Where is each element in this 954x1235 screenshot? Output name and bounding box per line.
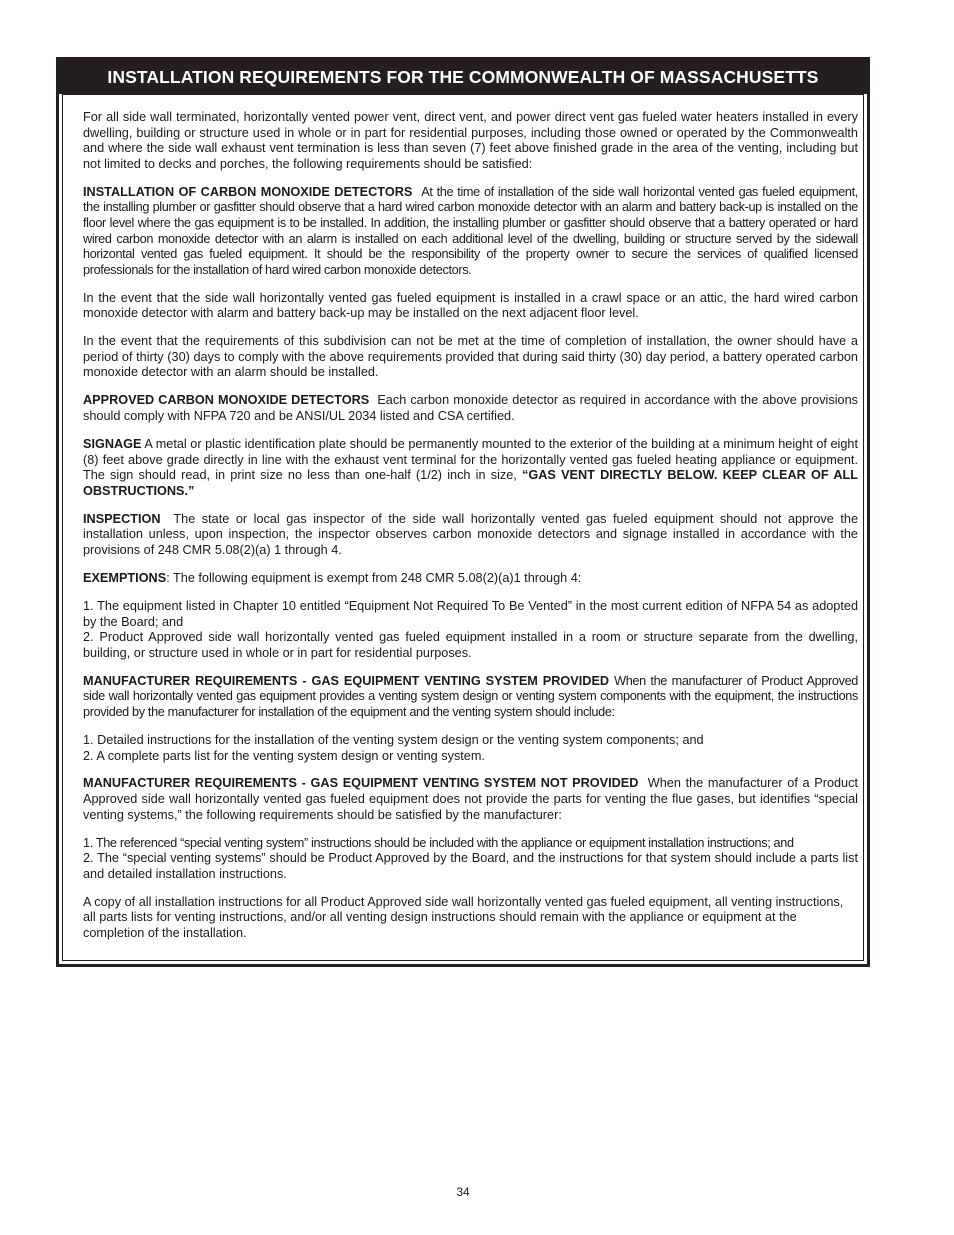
signage-text: A metal or plastic identification plate should be permanently mounted to the exterior of the building at a minimum height of eight (8) feet above grade directly in line with the exhaust vent terminal for the horizontally vented gas fueled heating appliance or equipment. The sign should read, in print size no less than one-half (1/2) inch in size, [83, 437, 858, 483]
mfr-provided-paragraph [83, 674, 858, 721]
inspection-paragraph [83, 512, 858, 559]
exemptions-text: : The following equipment is exempt from 248 CMR 5.08(2)(a)1 through 4: [166, 570, 582, 585]
mfr-provided-list [83, 733, 858, 764]
mfr-not-provided-list [83, 836, 858, 883]
signage-quote: “GAS VENT DIRECTLY BELOW. KEEP CLEAR OF ALL OBSTRUCTIONS.” [83, 468, 858, 498]
exemptions-paragraph [83, 571, 858, 587]
mfr-provided-text: When the manufacturer of Product Approved side wall horizontally vented gas equipment provides a venting system design or venting system components with the equipment, the instructions provided by the manufacturer for installation of the equipment and the venting system should include: [83, 673, 858, 719]
crawl-space-paragraph: In the event that the side wall horizontally vented gas fueled equipment is installed in a crawl space or an attic, the hard wired carbon monoxide detector with alarm and battery back-up may be installed on the next adjacent floor level. [83, 290, 858, 321]
inspection-text: The state or local gas inspector of the side wall horizontally vented gas fueled equipment should not approve the installation unless, upon inspection, the inspector observes carbon monoxide detectors and signage installed in accordance with the provisions of 248 CMR 5.08(2)(a) 1 through 4. [83, 511, 858, 557]
mfr-not-provided-heading: MANUFACTURER REQUIREMENTS - GAS EQUIPMENT VENTING SYSTEM NOT PROVIDED [83, 776, 639, 791]
exemptions-heading: EXEMPTIONS [83, 570, 167, 585]
mfr-not-provided-text: When the manufacturer of a Product Approved side wall horizontally vented gas fueled equipment does not provide the parts for venting the flue gases, but identifies “special venting systems,” the following requirements should be satisfied by the manufacturer: [83, 776, 858, 822]
requirements-box [56, 57, 870, 967]
co-detectors-text: At the time of installation of the side wall horizontal vented gas fueled equipment, the installing plumber or gasfitter should observe that a hard wired carbon monoxide detector with an alarm and battery back-up is installed on the floor level where the gas equipment is to be installed. In addition, the installing plumber or gasfitter should observe that a battery operated or hard wired carbon monoxide detector with an alarm is installed on each additional level of the dwelling, building or structure served by the sidewall horizontal vented gas fueled equipment. It should be the responsibility of the property owner to secure the services of qualified licensed professionals for the installation of hard wired carbon monoxide detectors. [83, 184, 858, 277]
inspection-heading: INSPECTION [83, 511, 161, 526]
thirty-days-paragraph: In the event that the requirements of this subdivision can not be met at the time of completion of installation, the owner should have a period of thirty (30) days to comply with the above requirements provided that during said thirty (30) day period, a battery operated carbon monoxide detector with an alarm should be installed. [83, 334, 858, 380]
signage-heading: SIGNAGE [83, 437, 142, 452]
mfr-provided-heading: MANUFACTURER REQUIREMENTS - GAS EQUIPMENT VENTING SYSTEM PROVIDED [83, 673, 610, 688]
exemption-item-1: 1. The equipment listed in Chapter 10 entitled “Equipment Not Required To Be Vented” in the most current edition of NFPA 54 as adopted by the Board; and [83, 598, 858, 629]
section-title: INSTALLATION REQUIREMENTS FOR THE COMMONWEALTH OF MASSACHUSETTS [59, 60, 867, 94]
mfr-not-provided-item-1: 1. The referenced “special venting system” instructions should be included with the appliance or equipment installation instructions; and [83, 835, 794, 850]
intro-paragraph: For all side wall terminated, horizontally vented power vent, direct vent, and power direct vent gas fueled water heaters installed in every dwelling, building or structure used in whole or in part for residential purposes, including those owned or operated by the Commonwealth and where the side wall exhaust vent termination is less than seven (7) feet above finished grade in the area of the venting, including but not limited to decks and porches, the following requirements should be satisfied: [83, 110, 858, 171]
page-number: 34 [456, 1185, 470, 1199]
signage-paragraph [83, 437, 858, 499]
approved-heading: APPROVED CARBON MONOXIDE DETECTORS [83, 393, 370, 408]
co-detectors-paragraph [83, 185, 858, 279]
body-text [83, 110, 858, 954]
approved-text: Each carbon monoxide detector as required in accordance with the above provisions should comply with NFPA 720 and be ANSI/UL 2034 listed and CSA certified. [83, 393, 858, 424]
exemptions-list [83, 599, 858, 661]
mfr-not-provided-item-2: 2. The “special venting systems” should be Product Approved by the Board, and the instructions for that system should include a parts list and detailed installation instructions. [83, 851, 858, 881]
mfr-provided-item-2: 2. A complete parts list for the venting system design or venting system. [83, 748, 485, 763]
mfr-not-provided-paragraph [83, 776, 858, 823]
exemption-item-2: 2. Product Approved side wall horizontally vented gas fueled equipment installed in a room or structure separate from the dwelling, building, or structure used in whole or in part for residential purposes. [83, 630, 858, 660]
closing-paragraph: A copy of all installation instructions for all Product Approved side wall horizontally vented gas fueled equipment, all venting instructions, all parts lists for venting instructions, and/or all venting design instructions should remain with the appliance or equipment at the completion of the installation. [83, 894, 844, 941]
co-detectors-heading: INSTALLATION OF CARBON MONOXIDE DETECTORS [83, 184, 413, 199]
approved-detectors-paragraph [83, 393, 858, 424]
mfr-provided-item-1: 1. Detailed instructions for the installation of the venting system design or the venting system components; and [83, 732, 704, 747]
